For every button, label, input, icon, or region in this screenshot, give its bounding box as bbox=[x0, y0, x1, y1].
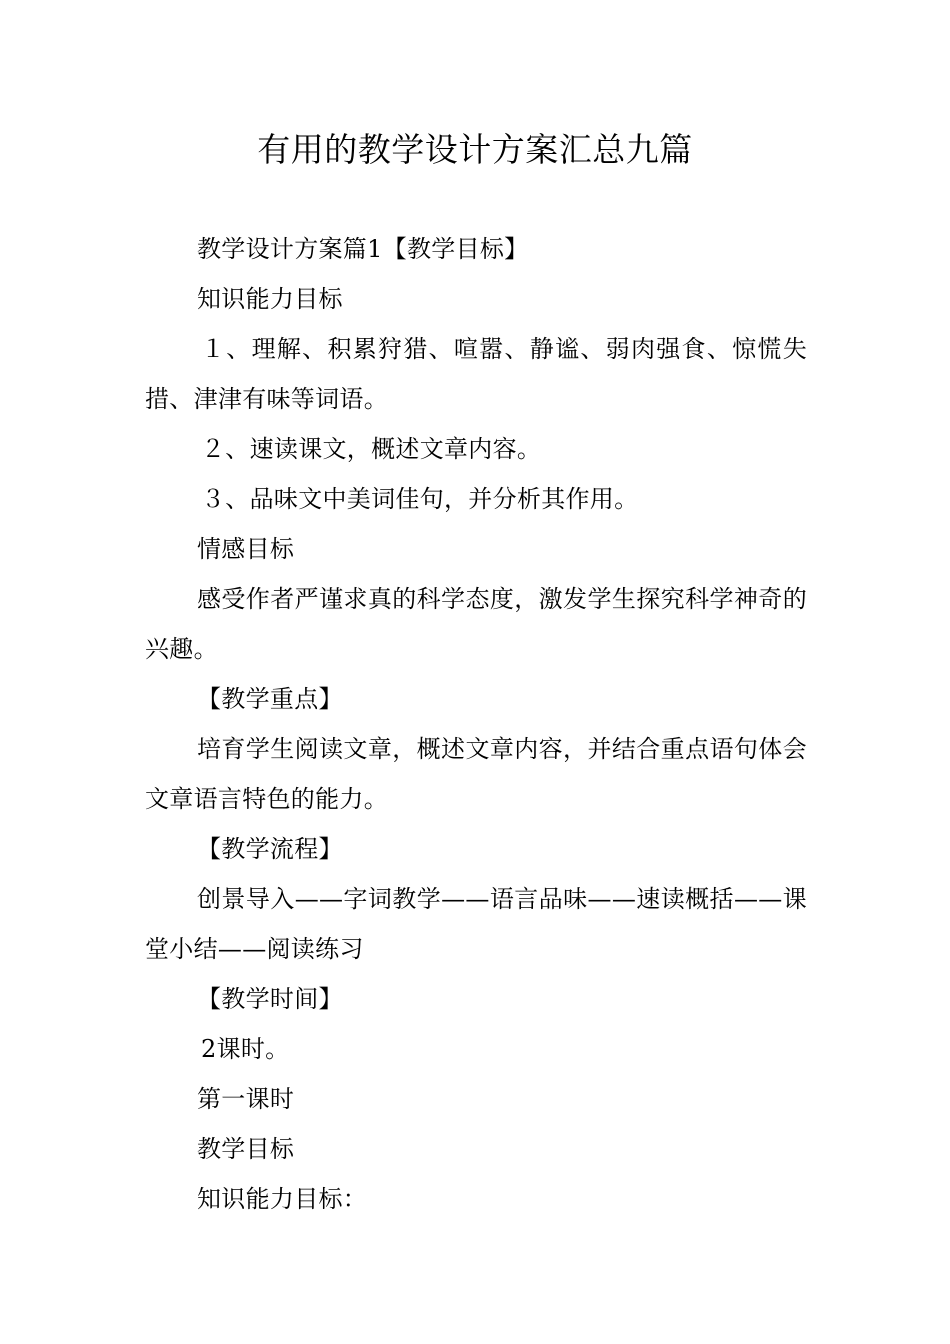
paragraph-first-lesson: 第一课时 bbox=[197, 1085, 295, 1113]
paragraph-knowledge-goal-2: 知识能力目标： bbox=[197, 1185, 368, 1213]
document-title: 有用的教学设计方案汇总九篇 bbox=[257, 130, 693, 169]
paragraph-key-points-text: 培育学生阅读文章，概述文章内容，并结合重点语句体会文章语言特色的能力。 bbox=[145, 735, 807, 813]
paragraph-process-heading: 【教学流程】 bbox=[197, 835, 343, 863]
paragraph-process-text: 创景导入——字词教学——语言品味——速读概括——课堂小结——阅读练习 bbox=[145, 885, 807, 963]
paragraph-time-heading: 【教学时间】 bbox=[197, 985, 343, 1013]
paragraph-item-3: ３、品味文中美词佳句，并分析其作用。 bbox=[201, 485, 639, 513]
paragraph-teaching-goal: 教学目标 bbox=[197, 1135, 295, 1163]
paragraph-emotion-text: 感受作者严谨求真的科学态度，激发学生探究科学神奇的兴趣。 bbox=[145, 585, 807, 663]
paragraph-item-1: １、理解、积累狩猎、喧嚣、静谧、弱肉强食、惊慌失措、津津有味等词语。 bbox=[145, 335, 807, 413]
paragraph-knowledge-goal: 知识能力目标 bbox=[197, 285, 343, 313]
paragraph-emotion-goal: 情感目标 bbox=[197, 535, 295, 563]
paragraph-key-points-heading: 【教学重点】 bbox=[197, 685, 343, 713]
paragraph-time-text: 2课时。 bbox=[201, 1035, 290, 1063]
paragraph-section-heading: 教学设计方案篇1【教学目标】 bbox=[197, 235, 529, 263]
paragraph-item-2: ２、速读课文，概述文章内容。 bbox=[201, 435, 542, 463]
document-body bbox=[145, 224, 807, 1224]
